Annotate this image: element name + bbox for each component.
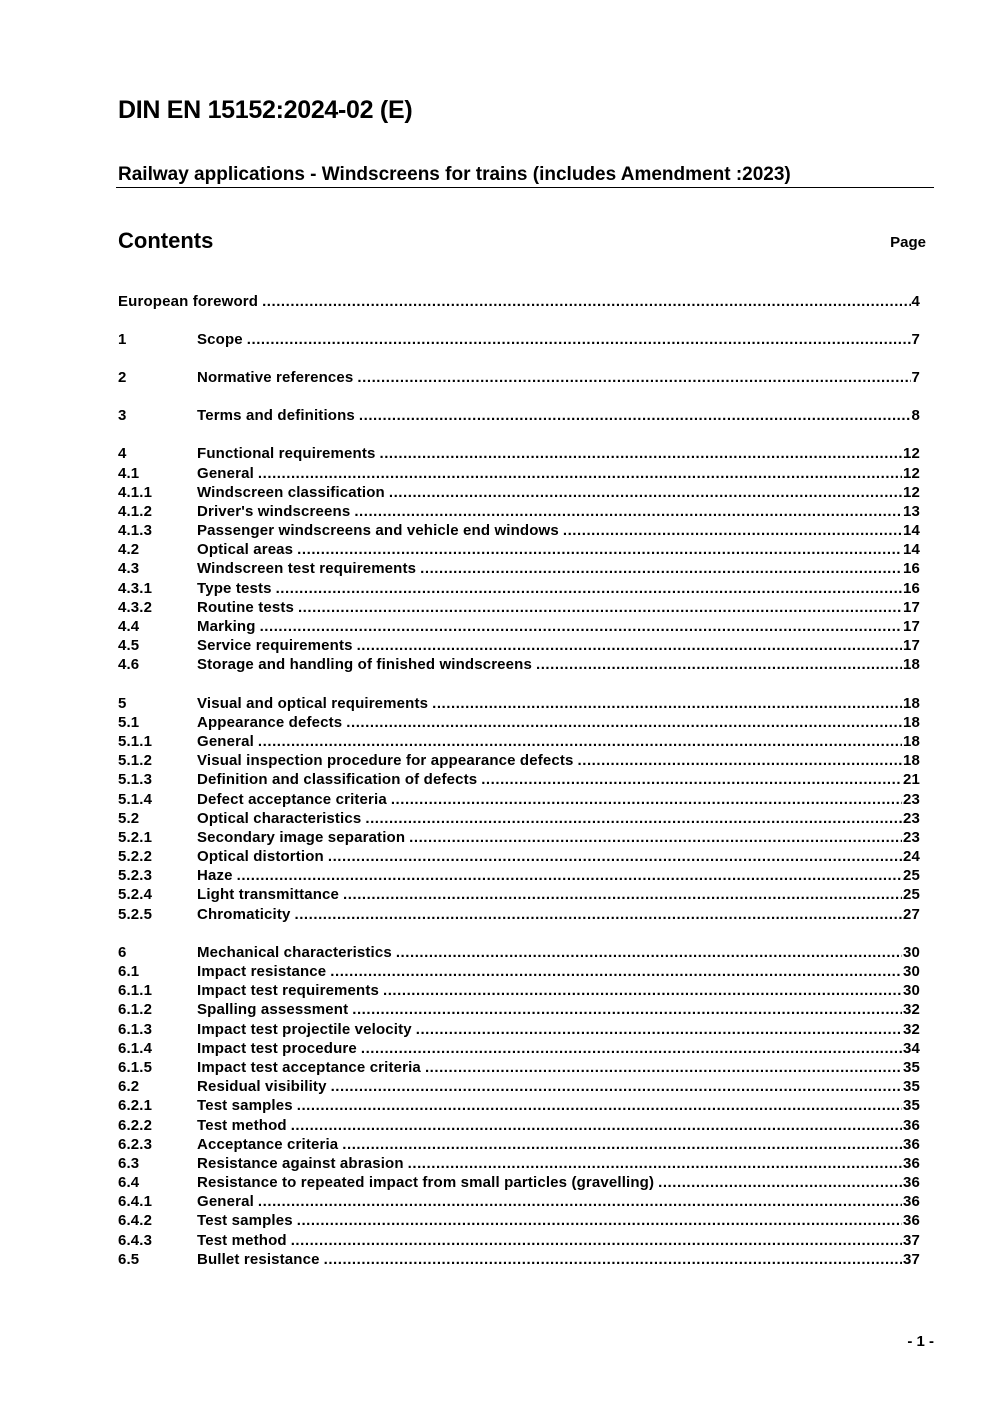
page-column-label: Page	[890, 234, 926, 251]
toc-entry-title: Impact test requirements	[197, 981, 383, 1000]
toc-entry-title: Windscreen test requirements	[197, 559, 420, 578]
toc-entry-title: Impact test projectile velocity	[197, 1020, 416, 1039]
toc-leader-dots	[481, 770, 902, 789]
toc-entry-number: 5.1.4	[118, 790, 153, 808]
toc-leader-dots	[389, 483, 902, 502]
toc-leader-dots	[658, 1173, 902, 1192]
toc-entry-page: 7	[911, 368, 920, 386]
toc-entry-title: Haze	[197, 866, 237, 885]
toc-entry[interactable]	[118, 981, 920, 1000]
toc-entry[interactable]	[118, 1020, 920, 1039]
toc-entry-title: Resistance against abrasion	[197, 1154, 408, 1173]
toc-entry[interactable]	[118, 866, 920, 885]
toc-leader-dots	[262, 292, 910, 311]
toc-entry[interactable]	[118, 636, 920, 655]
toc-leader-dots	[361, 1039, 902, 1058]
toc-entry[interactable]	[118, 1058, 920, 1077]
toc-entry[interactable]	[118, 444, 920, 463]
toc-entry-page: 36	[903, 1212, 920, 1230]
toc-entry[interactable]	[118, 559, 920, 578]
toc-leader-dots	[354, 502, 902, 521]
toc-entry-number: 3	[118, 407, 127, 425]
toc-entry-title: Acceptance criteria	[197, 1135, 342, 1154]
title-divider	[116, 187, 934, 188]
toc-entry[interactable]	[118, 1116, 920, 1135]
toc-entry-page: 36	[903, 1135, 920, 1153]
toc-entry-page: 35	[903, 1097, 920, 1115]
toc-entry-number: 6.1.2	[118, 1001, 153, 1019]
toc-entry-number: 6	[118, 943, 127, 961]
toc-entry-page: 24	[903, 848, 920, 866]
toc-entry[interactable]	[118, 1192, 920, 1211]
toc-leader-dots	[357, 636, 902, 655]
toc-entry-page: 36	[903, 1154, 920, 1172]
toc-leader-dots	[357, 368, 910, 387]
toc-entry-page: 36	[903, 1193, 920, 1211]
toc-entry-page: 30	[903, 943, 920, 961]
toc-entry-number: 6.4.3	[118, 1231, 153, 1249]
toc-entry-title: Impact test procedure	[197, 1039, 361, 1058]
toc-entry-page: 27	[903, 905, 920, 923]
toc-leader-dots	[391, 790, 902, 809]
toc-entry-title: Secondary image separation	[197, 828, 409, 847]
toc-entry[interactable]	[118, 713, 920, 732]
toc-leader-dots	[359, 406, 911, 425]
toc-entry-title: Visual and optical requirements	[197, 694, 432, 713]
contents-heading: Contents	[118, 228, 214, 253]
toc-leader-dots	[420, 559, 902, 578]
toc-leader-dots	[237, 866, 902, 885]
toc-entry[interactable]	[118, 502, 920, 521]
toc-leader-dots	[297, 1211, 902, 1230]
toc-entry-number: 4.6	[118, 656, 140, 674]
toc-entry[interactable]	[118, 1211, 920, 1230]
toc-leader-dots	[409, 828, 902, 847]
toc-entry-page: 8	[911, 407, 920, 425]
toc-entry-title: Resistance to repeated impact from small particles (gravelling)	[197, 1173, 658, 1192]
toc-entry-page: 25	[903, 867, 920, 885]
toc-entry-number: 4.5	[118, 637, 140, 655]
toc-entry[interactable]	[118, 828, 920, 847]
toc-entry-number: 5.2.3	[118, 867, 153, 885]
toc-entry-page: 14	[903, 541, 920, 559]
toc-entry[interactable]	[118, 847, 920, 866]
toc-entry-page: 12	[903, 483, 920, 501]
toc-entry-number: 4.4	[118, 618, 140, 636]
toc-entry[interactable]	[118, 905, 920, 924]
toc-entry[interactable]	[118, 885, 920, 904]
toc-entry-number: 4.2	[118, 541, 140, 559]
toc-entry-number: 6.1.1	[118, 982, 153, 1000]
toc-entry-title: Type tests	[197, 579, 276, 598]
toc-entry-number: 6.2.2	[118, 1116, 153, 1134]
toc-entry[interactable]	[118, 483, 920, 502]
toc-entry-page: 16	[903, 560, 920, 578]
toc-entry[interactable]	[118, 751, 920, 770]
toc-entry-title: Test method	[197, 1231, 291, 1250]
toc-entry-title: Residual visibility	[197, 1077, 331, 1096]
toc-entry-page: 32	[903, 1001, 920, 1019]
toc-entry-page: 35	[903, 1058, 920, 1076]
toc-leader-dots	[258, 732, 902, 751]
toc-entry-title: Test samples	[197, 1096, 297, 1115]
toc-entry[interactable]	[118, 330, 920, 349]
toc-entry-page: 32	[903, 1020, 920, 1038]
toc-entry-page: 36	[903, 1116, 920, 1134]
toc-leader-dots	[432, 694, 902, 713]
toc-entry[interactable]	[118, 943, 920, 962]
toc-entry-title: Definition and classification of defects	[197, 770, 481, 789]
toc-entry-title: Terms and definitions	[197, 406, 359, 425]
toc-leader-dots	[352, 1000, 902, 1019]
toc-entry[interactable]	[118, 368, 920, 387]
toc-entry-number: 5.2.2	[118, 848, 153, 866]
toc-entry-title: Optical areas	[197, 540, 297, 559]
toc-entry-title: Marking	[197, 617, 260, 636]
toc-entry-title: Defect acceptance criteria	[197, 790, 391, 809]
toc-entry-title: European foreword	[118, 292, 262, 311]
toc-entry-page: 18	[903, 656, 920, 674]
toc-entry-title: Functional requirements	[197, 444, 379, 463]
toc-entry[interactable]	[118, 1096, 920, 1115]
toc-entry-number: 5.1.3	[118, 771, 153, 789]
toc-entry-title: Mechanical characteristics	[197, 943, 396, 962]
toc-entry-page: 17	[903, 598, 920, 616]
toc-leader-dots	[536, 655, 902, 674]
toc-entry-title: Windscreen classification	[197, 483, 389, 502]
toc-entry-title: Routine tests	[197, 598, 298, 617]
toc-entry-number: 6.3	[118, 1154, 140, 1172]
toc-entry[interactable]	[118, 770, 920, 789]
toc-entry-title: Storage and handling of finished windscreens	[197, 655, 536, 674]
toc-leader-dots	[346, 713, 902, 732]
toc-entry-number: 1	[118, 330, 127, 348]
toc-entry[interactable]	[118, 598, 920, 617]
toc-entry-title: General	[197, 1192, 258, 1211]
toc-entry-number: 5.1	[118, 713, 140, 731]
toc-leader-dots	[416, 1020, 902, 1039]
toc-entry[interactable]	[118, 1000, 920, 1019]
toc-entry-page: 18	[903, 752, 920, 770]
toc-entry-number: 6.2.1	[118, 1097, 153, 1115]
toc-entry-page: 18	[903, 694, 920, 712]
toc-entry-page: 37	[903, 1250, 920, 1268]
toc-entry-title: Impact test acceptance criteria	[197, 1058, 425, 1077]
toc-leader-dots	[258, 1192, 902, 1211]
toc-entry-number: 4.1.1	[118, 483, 153, 501]
toc-leader-dots	[291, 1116, 902, 1135]
toc-entry-number: 2	[118, 368, 127, 386]
toc-entry[interactable]	[118, 1077, 920, 1096]
toc-entry-page: 4	[911, 293, 920, 310]
toc-entry-title: General	[197, 732, 258, 751]
toc-leader-dots	[258, 464, 902, 483]
toc-entry-title: Test samples	[197, 1211, 297, 1230]
toc-entry-title: Scope	[197, 330, 247, 349]
toc-entry-page: 23	[903, 790, 920, 808]
toc-entry-number: 5.2.1	[118, 828, 153, 846]
toc-entry[interactable]	[118, 540, 920, 559]
toc-entry[interactable]	[118, 1250, 920, 1269]
toc-entry-page: 18	[903, 713, 920, 731]
toc-entry-title: Visual inspection procedure for appearance defects	[197, 751, 578, 770]
toc-leader-dots	[342, 1135, 902, 1154]
toc-entry-title: Passenger windscreens and vehicle end windows	[197, 521, 563, 540]
table-of-contents	[118, 292, 920, 1269]
toc-leader-dots	[298, 598, 902, 617]
toc-entry[interactable]	[118, 406, 920, 425]
toc-entry-number: 4.1.2	[118, 502, 153, 520]
toc-entry-number: 6.2	[118, 1078, 140, 1096]
toc-leader-dots	[425, 1058, 902, 1077]
toc-entry[interactable]	[118, 464, 920, 483]
toc-leader-dots	[328, 847, 902, 866]
toc-entry-number: 5.1.2	[118, 752, 153, 770]
toc-entry[interactable]	[118, 809, 920, 828]
toc-entry-title: Optical characteristics	[197, 809, 365, 828]
toc-entry[interactable]	[118, 1039, 920, 1058]
toc-entry-page: 17	[903, 618, 920, 636]
toc-entry-number: 4.1	[118, 464, 140, 482]
toc-entry-page: 13	[903, 502, 920, 520]
toc-leader-dots	[408, 1154, 902, 1173]
toc-entry[interactable]	[118, 292, 920, 311]
toc-entry-page: 17	[903, 637, 920, 655]
toc-entry-page: 21	[903, 771, 920, 789]
toc-entry-title: Bullet resistance	[197, 1250, 324, 1269]
toc-leader-dots	[383, 981, 902, 1000]
toc-entry-title: Optical distortion	[197, 847, 328, 866]
toc-entry-title: Light transmittance	[197, 885, 343, 904]
toc-entry-title: General	[197, 464, 258, 483]
toc-leader-dots	[291, 1231, 902, 1250]
toc-entry-page: 16	[903, 579, 920, 597]
toc-entry-title: Appearance defects	[197, 713, 346, 732]
toc-entry-title: Test method	[197, 1116, 291, 1135]
toc-entry-number: 6.1.3	[118, 1020, 153, 1038]
toc-leader-dots	[297, 540, 902, 559]
toc-entry[interactable]	[118, 732, 920, 751]
toc-entry-page: 14	[903, 522, 920, 540]
toc-entry-page: 25	[903, 886, 920, 904]
toc-entry-page: 35	[903, 1078, 920, 1096]
toc-entry-number: 5.2.5	[118, 905, 153, 923]
toc-leader-dots	[343, 885, 902, 904]
toc-leader-dots	[578, 751, 902, 770]
toc-entry-number: 5.2	[118, 809, 140, 827]
toc-entry-page: 30	[903, 982, 920, 1000]
toc-leader-dots	[260, 617, 902, 636]
toc-leader-dots	[396, 943, 902, 962]
toc-entry[interactable]	[118, 694, 920, 713]
toc-entry-title: Spalling assessment	[197, 1000, 352, 1019]
toc-entry-number: 5	[118, 694, 127, 712]
toc-entry[interactable]	[118, 655, 920, 674]
document-title: DIN EN 15152:2024-02 (E)	[118, 96, 413, 124]
toc-leader-dots	[276, 579, 902, 598]
toc-leader-dots	[563, 521, 902, 540]
toc-entry-number: 5.2.4	[118, 886, 153, 904]
toc-entry[interactable]	[118, 617, 920, 636]
toc-entry-number: 6.4	[118, 1174, 140, 1192]
toc-entry-page: 7	[911, 330, 920, 348]
toc-entry-page: 37	[903, 1231, 920, 1249]
toc-entry-number: 6.5	[118, 1250, 140, 1268]
toc-entry-page: 23	[903, 828, 920, 846]
toc-entry-number: 4	[118, 445, 127, 463]
toc-leader-dots	[365, 809, 902, 828]
toc-entry[interactable]	[118, 1154, 920, 1173]
toc-entry-number: 6.1	[118, 963, 140, 981]
toc-entry[interactable]	[118, 521, 920, 540]
toc-entry-number: 4.3	[118, 560, 140, 578]
toc-entry-number: 5.1.1	[118, 732, 153, 750]
toc-entry-page: 23	[903, 809, 920, 827]
document-subtitle: Railway applications - Windscreens for trains (includes Amendment :2023)	[118, 164, 791, 185]
toc-leader-dots	[247, 330, 911, 349]
toc-leader-dots	[297, 1096, 902, 1115]
toc-entry-number: 4.3.1	[118, 579, 153, 597]
toc-entry-title: Impact resistance	[197, 962, 330, 981]
toc-entry-page: 18	[903, 732, 920, 750]
toc-leader-dots	[331, 1077, 902, 1096]
toc-entry-title: Service requirements	[197, 636, 357, 655]
toc-entry-title: Chromaticity	[197, 905, 295, 924]
toc-entry[interactable]	[118, 962, 920, 981]
toc-entry[interactable]	[118, 1173, 920, 1192]
toc-entry-page: 34	[903, 1039, 920, 1057]
toc-entry-page: 30	[903, 963, 920, 981]
toc-entry[interactable]	[118, 790, 920, 809]
toc-entry-title: Driver's windscreens	[197, 502, 354, 521]
toc-leader-dots	[379, 444, 902, 463]
toc-entry-number: 6.4.1	[118, 1193, 153, 1211]
page-number-footer: - 1 -	[907, 1333, 934, 1350]
toc-leader-dots	[295, 905, 903, 924]
toc-entry-number: 6.1.5	[118, 1058, 153, 1076]
toc-entry[interactable]	[118, 1135, 920, 1154]
toc-entry-title: Normative references	[197, 368, 357, 387]
toc-entry-number: 4.3.2	[118, 598, 153, 616]
toc-entry-number: 4.1.3	[118, 522, 153, 540]
toc-entry-number: 6.1.4	[118, 1039, 153, 1057]
toc-entry-page: 36	[903, 1174, 920, 1192]
toc-leader-dots	[330, 962, 902, 981]
toc-entry[interactable]	[118, 579, 920, 598]
toc-leader-dots	[324, 1250, 902, 1269]
toc-entry-page: 12	[903, 445, 920, 463]
toc-entry-page: 12	[903, 464, 920, 482]
toc-entry-number: 6.4.2	[118, 1212, 153, 1230]
toc-entry-number: 6.2.3	[118, 1135, 153, 1153]
toc-entry[interactable]	[118, 1231, 920, 1250]
